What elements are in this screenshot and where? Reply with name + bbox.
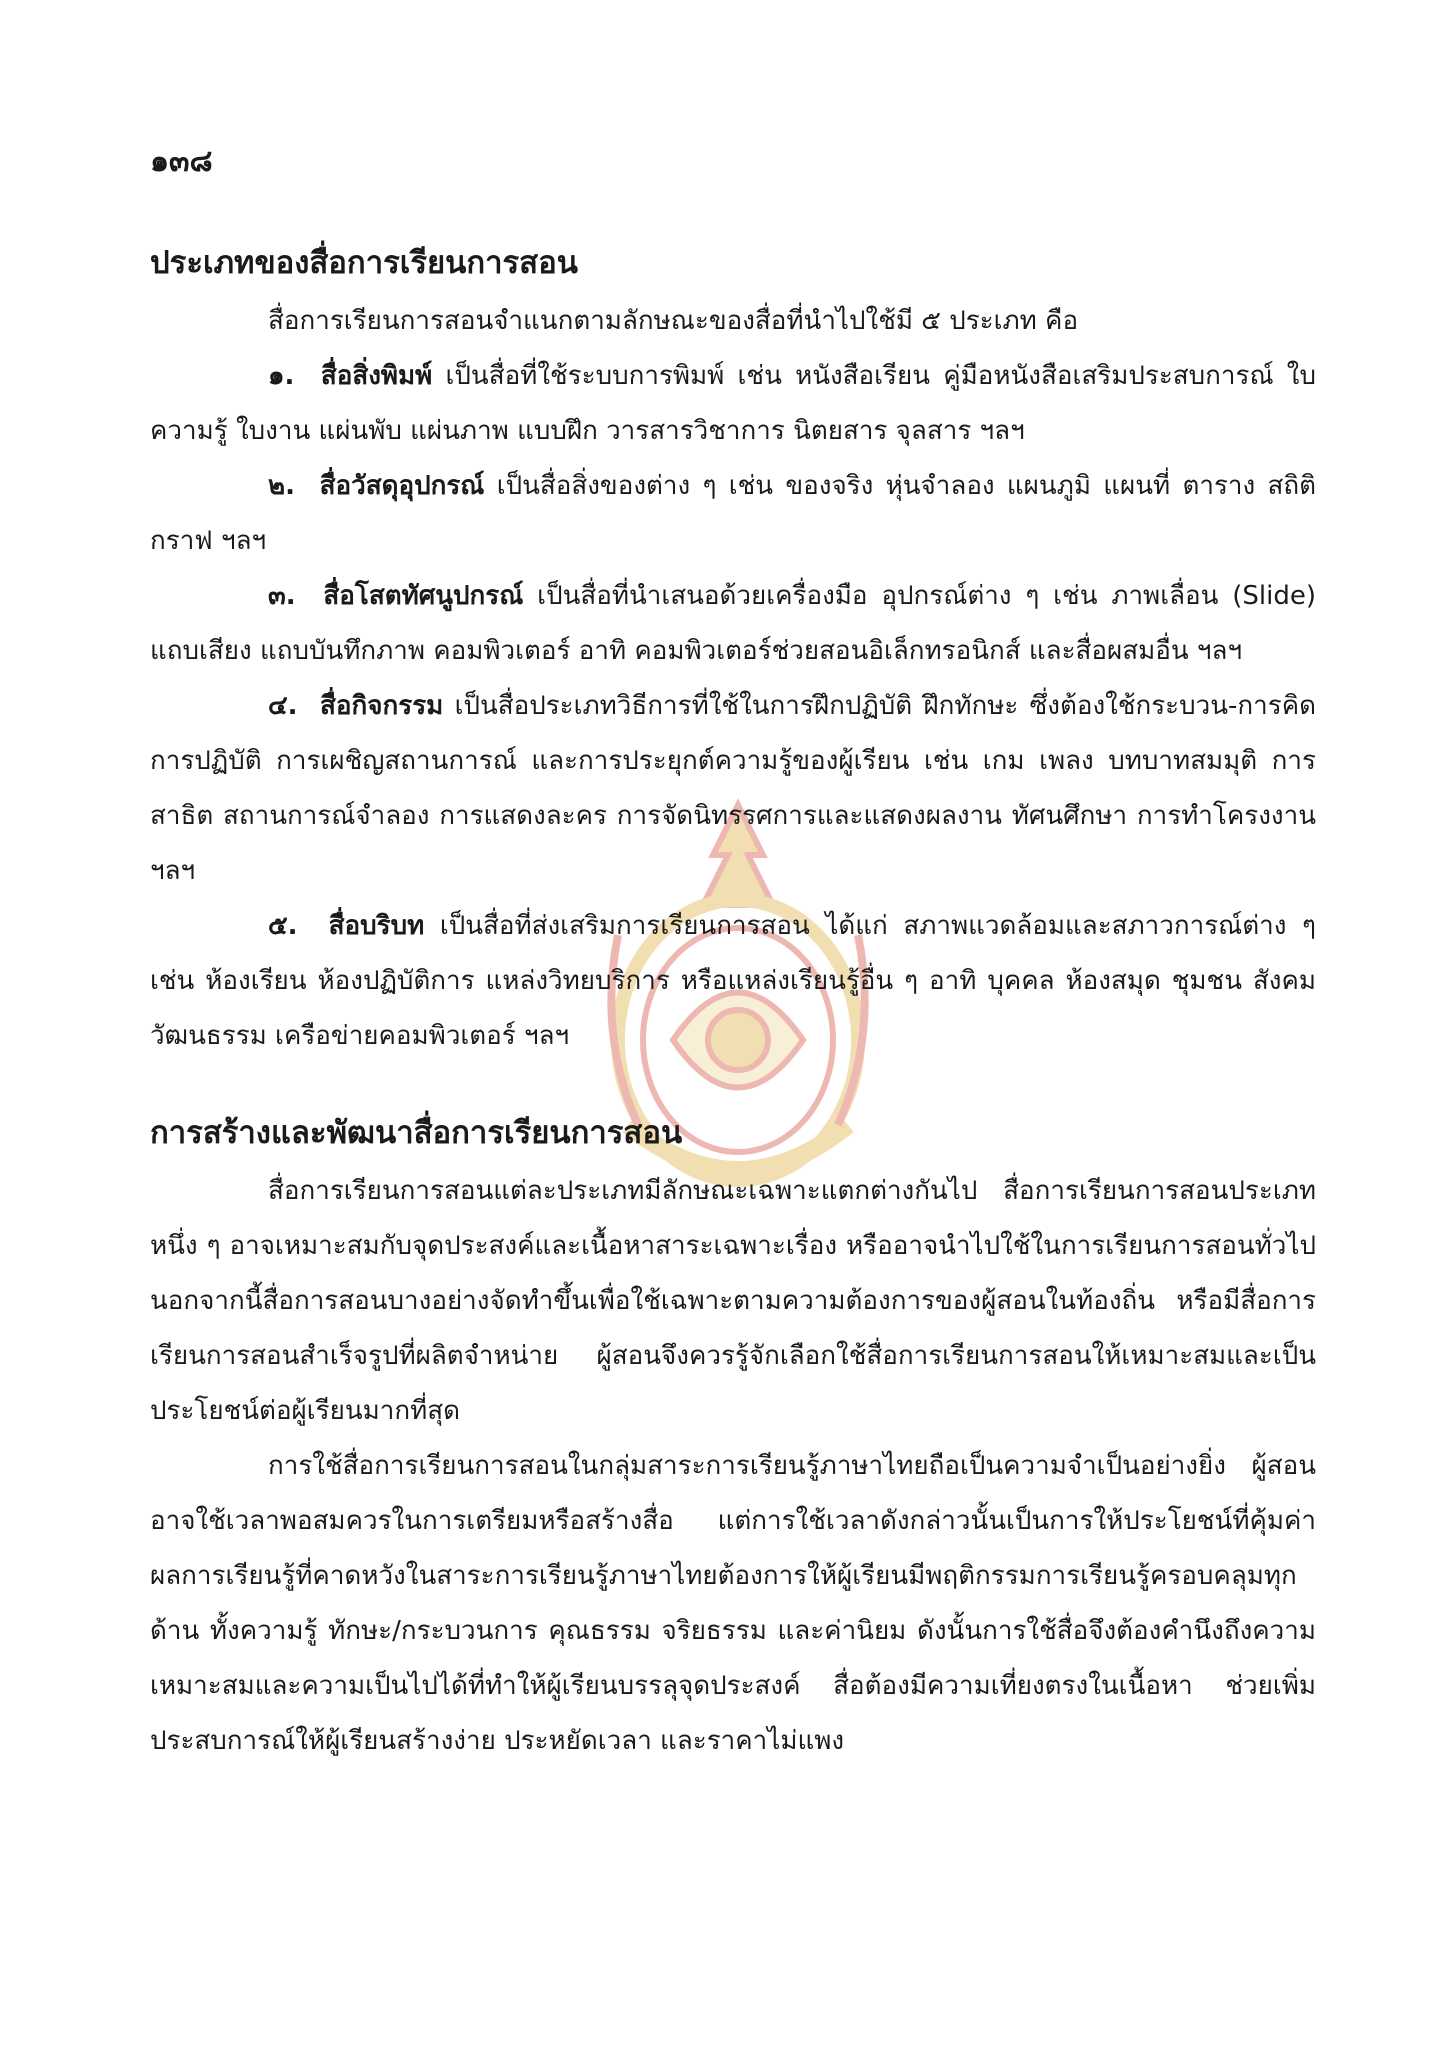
list-item [150, 899, 1316, 1064]
item-number: ๓. [268, 581, 296, 611]
list-item [150, 679, 1316, 899]
section-media-creation [150, 1102, 1316, 1769]
item-term: สื่อวัสดุอุปกรณ์ [319, 471, 485, 501]
list-item [150, 569, 1316, 679]
list-item [150, 459, 1316, 569]
item-text: เป็นสื่อสิ่งของต่าง ๆ เช่น ของจริง หุ่นจำลอง แผนภูมิ แผนที่ ตาราง สถิติ กราฟ ฯลฯ [150, 471, 1317, 556]
item-text: เป็นสื่อที่ส่งเสริมการเรียนการสอน ได้แก่ สภาพแวดล้อมและสภาวการณ์ต่าง ๆ เช่น ห้องเรียน ห้องปฏิบัติการ แหล่งวิทยบริการ หรือแหล่งเรียนรู้อื่น ๆ อาทิ บุคคล ห้องสมุด ชุมชน สังคม วัฒนธรรม เครือข่ายคอมพิวเตอร์ ฯลฯ [150, 911, 1316, 1051]
item-text: เป็นสื่อประเภทวิธีการที่ใช้ในการฝึกปฏิบัติ ฝึกทักษะ ซึ่งต้องใช้กระบวน-การคิด การปฏิบัติ การเผชิญสถานการณ์ และการประยุกต์ความรู้ของผู้เรียน เช่น เกม เพลง บทบาทสมมุติ การสาธิต สถานการณ์จำลอง การแสดงละคร การจัดนิทรรศการและแสดงผลงาน ทัศนศึกษา การทำโครงงาน ฯลฯ [150, 691, 1316, 886]
item-term: สื่อโสตทัศนูปกรณ์ [323, 581, 524, 611]
item-text: เป็นสื่อที่นำเสนอด้วยเครื่องมือ อุปกรณ์ต่าง ๆ เช่น ภาพเลื่อน (Slide) แถบเสียง แถบบันทึกภาพ คอมพิวเตอร์ อาทิ คอมพิวเตอร์ช่วยสอนอิเล็กทรอนิกส์ และสื่อผสมอื่น ฯลฯ [150, 581, 1316, 666]
item-number: ๑. [268, 361, 295, 391]
item-text: เป็นสื่อที่ใช้ระบบการพิมพ์ เช่น หนังสือเรียน คู่มือหนังสือเสริมประสบการณ์ ใบความรู้ ใบงาน แผ่นพับ แผ่นภาพ แบบฝึก วารสารวิชาการ นิตยสาร จุลสาร ฯลฯ [150, 361, 1317, 446]
item-term: สื่อบริบท [328, 911, 425, 941]
section-heading: ประเภทของสื่อการเรียนการสอน [150, 245, 578, 281]
list-item [150, 349, 1316, 459]
section-intro: สื่อการเรียนการสอนจำแนกตามลักษณะของสื่อที่นำไปใช้มี ๕ ประเภท คือ [268, 306, 1079, 336]
item-number: ๒. [268, 471, 296, 501]
paragraph: สื่อการเรียนการสอนแต่ละประเภทมีลักษณะเฉพาะแตกต่างกันไป สื่อการเรียนการสอนประเภทหนึ่ง ๆ อาจเหมาะสมกับจุดประสงค์และเนื้อหาสาระเฉพาะเรื่อง หรืออาจนำไปใช้ในการเรียนการสอนทั่วไป นอกจากนี้สื่อการสอนบางอย่างจัดทำขึ้นเพื่อใช้เฉพาะตามความต้องการของผู้สอนในท้องถิ่น หรือมีสื่อการเรียนการสอนสำเร็จรูปที่ผลิตจำหน่าย ผู้สอนจึงควรรู้จักเลือกใช้สื่อการเรียนการสอนให้เหมาะสมและเป็นประโยชน์ต่อผู้เรียนมากที่สุด [150, 1176, 1316, 1426]
document-body [150, 232, 1316, 1769]
item-number: ๕. [268, 911, 298, 941]
item-number: ๔. [268, 691, 298, 721]
section-media-types [150, 232, 1316, 1064]
page-number: ๑๓๘ [150, 144, 213, 179]
paragraph: การใช้สื่อการเรียนการสอนในกลุ่มสาระการเรียนรู้ภาษาไทยถือเป็นความจำเป็นอย่างยิ่ง ผู้สอนอาจใช้เวลาพอสมควรในการเตรียมหรือสร้างสื่อ แต่การใช้เวลาดังกล่าวนั้นเป็นการให้ประโยชน์ที่คุ้มค่า ผลการเรียนรู้ที่คาดหวังในสาระการเรียนรู้ภาษาไทยต้องการให้ผู้เรียนมีพฤติกรรมการเรียนรู้ครอบคลุมทุกด้าน ทั้งความรู้ ทักษะ/กระบวนการ คุณธรรม จริยธรรม และค่านิยม ดังนั้นการใช้สื่อจึงต้องคำนึงถึงความเหมาะสมและความเป็นไปได้ที่ทำให้ผู้เรียนบรรลุจุดประสงค์ สื่อต้องมีความเที่ยงตรงในเนื้อหา ช่วยเพิ่มประสบการณ์ให้ผู้เรียนสร้างง่าย ประหยัดเวลา และราคาไม่แพง [150, 1451, 1316, 1756]
section-heading: การสร้างและพัฒนาสื่อการเรียนการสอน [150, 1115, 683, 1151]
item-term: สื่อกิจกรรม [320, 691, 444, 721]
item-term: สื่อสิ่งพิมพ์ [320, 361, 433, 391]
